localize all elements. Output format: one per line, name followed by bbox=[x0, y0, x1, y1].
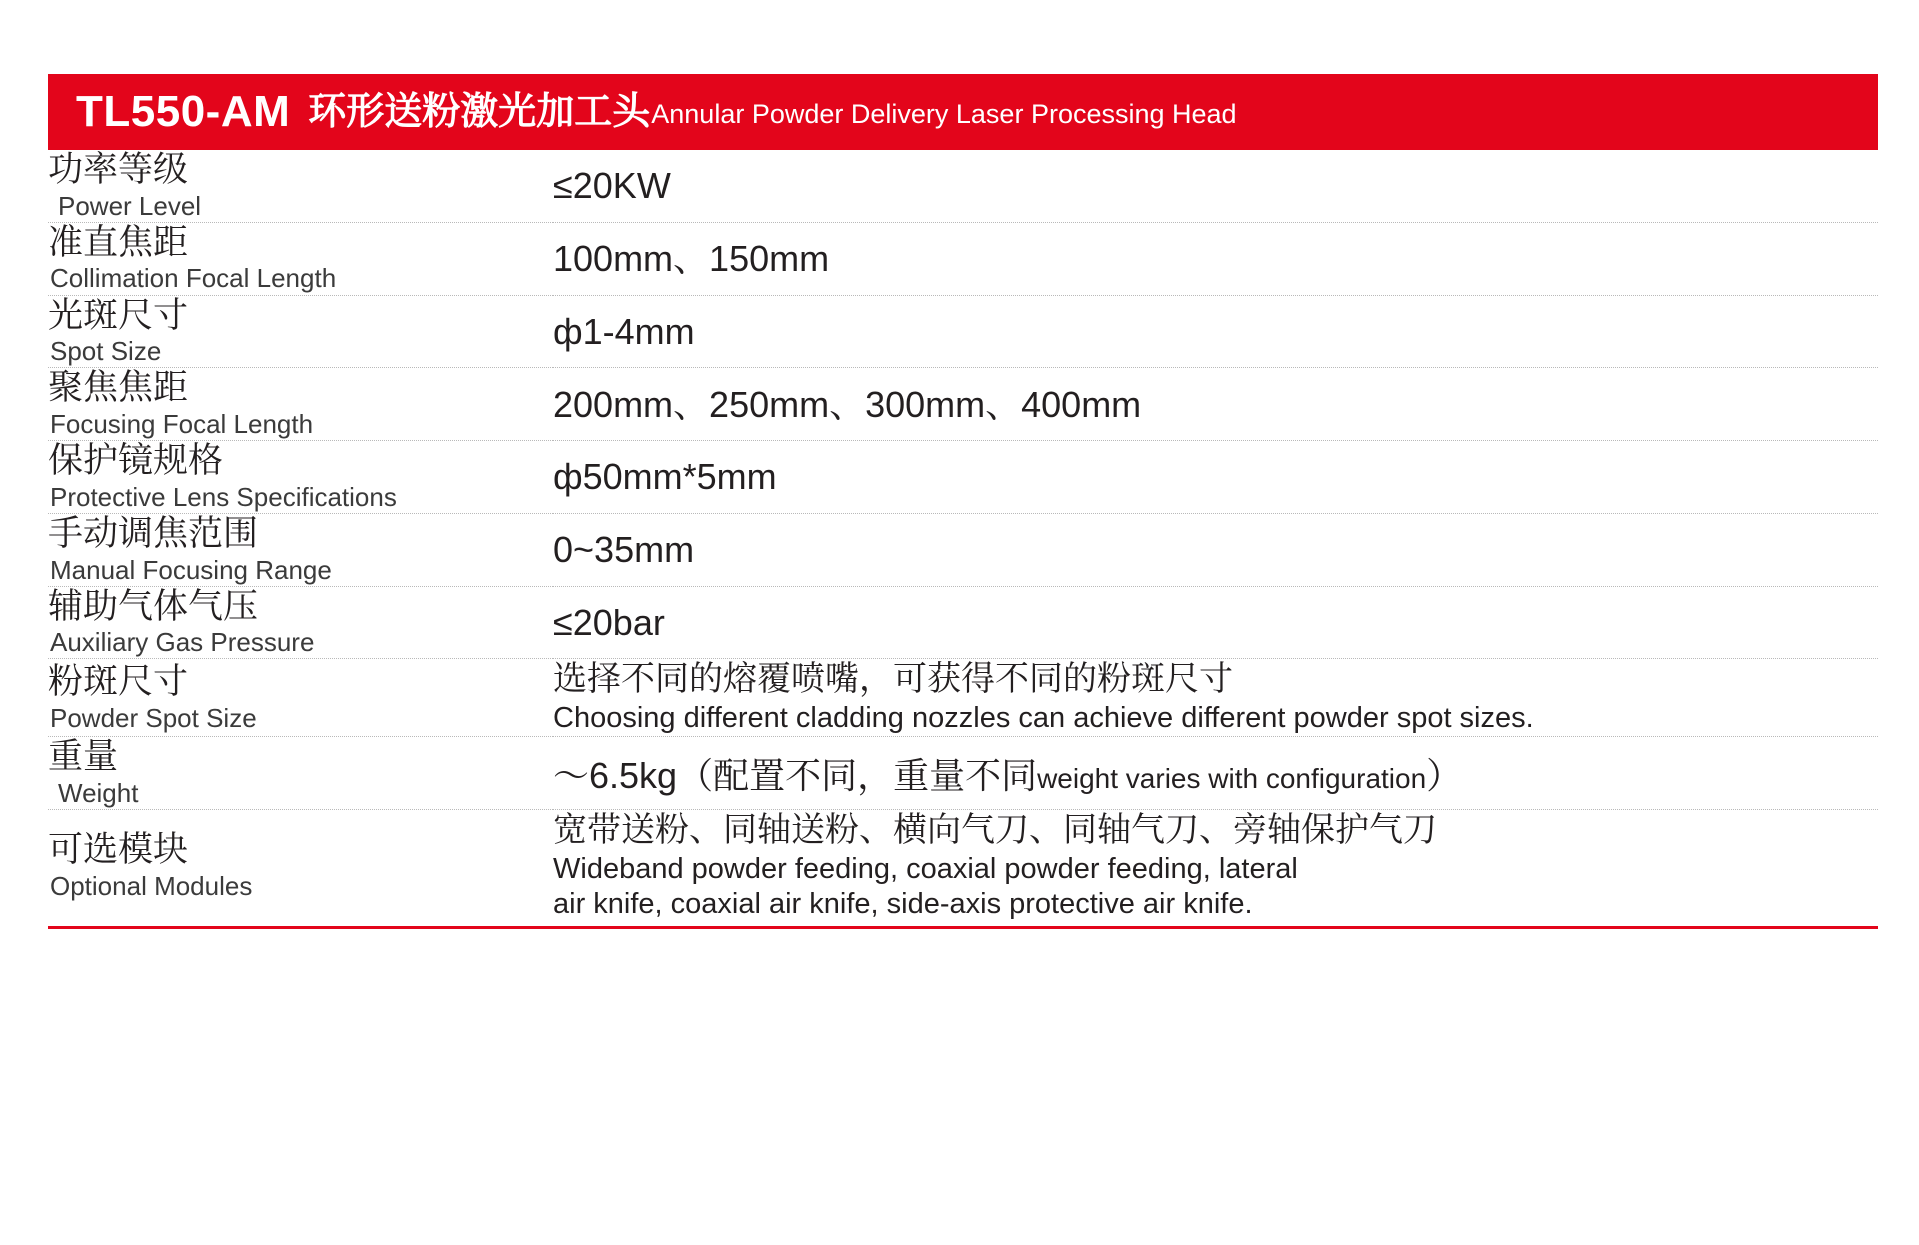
spec-value-cell bbox=[553, 295, 1878, 368]
spec-label-cell bbox=[48, 586, 553, 659]
spec-value-cell bbox=[553, 810, 1878, 923]
product-title-cn: 环形送粉激光加工头 bbox=[308, 91, 651, 133]
table-row bbox=[48, 295, 1878, 368]
spec-label-en: Focusing Focal Length bbox=[50, 408, 314, 439]
spec-label-cn: 粉斑尺寸 bbox=[48, 662, 189, 701]
spec-label-cn: 光斑尺寸 bbox=[48, 295, 189, 335]
product-model: TL550-AM bbox=[76, 87, 291, 136]
spec-value: ф1-4mm bbox=[553, 310, 695, 352]
table-row bbox=[48, 513, 1878, 586]
table-row bbox=[48, 737, 1878, 810]
spec-value-en-line2: air knife, coaxial air knife, side-axis protective air knife. bbox=[553, 887, 1253, 920]
spec-value-composite bbox=[553, 748, 1878, 799]
spec-label-cell bbox=[48, 737, 553, 810]
spec-label-en: Manual Focusing Range bbox=[50, 554, 332, 585]
spec-label-cell bbox=[48, 222, 553, 295]
spec-value: 100mm、150mm bbox=[553, 238, 830, 280]
table-row bbox=[48, 441, 1878, 514]
table-row bbox=[48, 810, 1878, 923]
spec-label-en: Power Level bbox=[58, 190, 202, 221]
table-row bbox=[48, 586, 1878, 659]
spec-value: 200mm、250mm、300mm、400mm bbox=[553, 383, 1142, 425]
spec-label-cn: 手动调焦范围 bbox=[48, 513, 259, 553]
spec-value: 0~35mm bbox=[553, 529, 695, 571]
specifications-table bbox=[48, 150, 1878, 922]
spec-label-cell bbox=[48, 150, 553, 222]
spec-label-en: Spot Size bbox=[50, 336, 162, 367]
spec-label-cn: 聚焦焦距 bbox=[48, 368, 189, 408]
spec-label-cell bbox=[48, 659, 553, 737]
spec-label-cn: 准直焦距 bbox=[48, 222, 189, 262]
spec-value-en: Choosing different cladding nozzles can achieve different powder spot sizes. bbox=[553, 701, 1534, 734]
spec-label-cn: 辅助气体气压 bbox=[48, 586, 259, 626]
spec-value-cn: 宽带送粉、同轴送粉、横向气刀、同轴气刀、旁轴保护气刀 bbox=[553, 811, 1437, 850]
spec-value-en-line1: Wideband powder feeding, coaxial powder feeding, lateral bbox=[553, 852, 1298, 885]
spec-label-cn: 功率等级 bbox=[48, 150, 189, 189]
spec-value-cell bbox=[553, 150, 1878, 222]
spec-card bbox=[48, 74, 1878, 929]
spec-label-cell bbox=[48, 295, 553, 368]
spec-value-prefix: ～6.5kg（配置不同，重量不同 bbox=[553, 754, 1038, 796]
spec-value-cell bbox=[553, 586, 1878, 659]
spec-label-cell bbox=[48, 441, 553, 514]
table-row bbox=[48, 150, 1878, 222]
spec-value-en-inline: weight varies with configuration bbox=[1037, 762, 1427, 794]
spec-value-cell bbox=[553, 737, 1878, 810]
spec-label-en: Optional Modules bbox=[50, 870, 253, 901]
spec-value-cell bbox=[553, 222, 1878, 295]
spec-value-cell bbox=[553, 659, 1878, 737]
table-row bbox=[48, 368, 1878, 441]
spec-value-cell bbox=[553, 441, 1878, 514]
spec-label-en: Weight bbox=[58, 777, 139, 808]
spec-label-en: Protective Lens Specifications bbox=[50, 481, 397, 512]
spec-value-cell bbox=[553, 513, 1878, 586]
spec-value-cell bbox=[553, 368, 1878, 441]
table-row bbox=[48, 659, 1878, 737]
spec-value: ≤20KW bbox=[553, 165, 671, 207]
spec-value: ≤20bar bbox=[553, 601, 665, 643]
spec-label-cell bbox=[48, 368, 553, 441]
spec-label-cell bbox=[48, 513, 553, 586]
spec-value-suffix: ） bbox=[1426, 754, 1463, 796]
spec-label-cell bbox=[48, 810, 553, 923]
spec-label-cn: 重量 bbox=[48, 737, 119, 777]
table-row bbox=[48, 222, 1878, 295]
product-title-en: Annular Powder Delivery Laser Processing Head bbox=[651, 98, 1237, 129]
spec-value-cn: 选择不同的熔覆喷嘴，可获得不同的粉斑尺寸 bbox=[553, 660, 1233, 699]
spec-label-cn: 可选模块 bbox=[48, 830, 189, 870]
product-header-bar bbox=[48, 74, 1878, 150]
spec-label-en: Auxiliary Gas Pressure bbox=[50, 627, 315, 658]
spec-label-en: Collimation Focal Length bbox=[50, 263, 337, 294]
spec-value: ф50mm*5mm bbox=[553, 456, 777, 498]
spec-label-cn: 保护镜规格 bbox=[48, 441, 224, 481]
bottom-accent-rule bbox=[48, 926, 1878, 929]
spec-label-en: Powder Spot Size bbox=[50, 702, 257, 733]
